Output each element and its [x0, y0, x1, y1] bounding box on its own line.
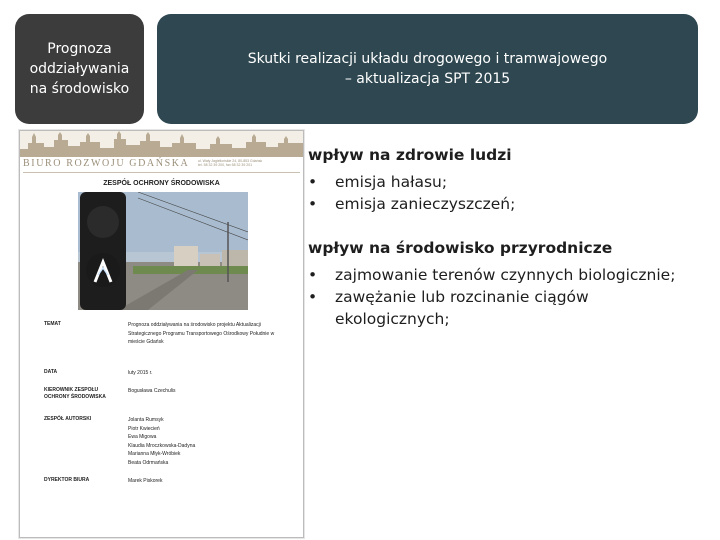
field-value: luty 2015 r. [128, 370, 153, 376]
field-value: Bogusława Czechulis [128, 388, 176, 394]
bullet-icon: • [308, 266, 318, 284]
brand-name: BIURO ROZWOJU GDAŃSKA [23, 158, 190, 169]
bullet-list-environment [308, 264, 708, 330]
title-banner [157, 14, 698, 124]
field-label: KIEROWNIK ZESPOŁU OCHRONY ŚRODOWISKA [44, 387, 106, 400]
field-label: DYREKTOR BIURA [44, 477, 90, 483]
bullet-icon: • [308, 173, 318, 191]
team-title: ZESPÓŁ OCHRONY ŚRODOWISKA [103, 180, 220, 187]
field-label: ZESPÓŁ AUTORSKI [44, 416, 92, 422]
section-tile [15, 14, 144, 124]
section-heading-environment: wpływ na środowisko przyrodnicze [308, 239, 613, 257]
title-line-1: Skutki realizacji układu drogowego i tramwajowego [247, 51, 608, 67]
field-value: Jolanta Rumsyk Piotr Kwiecień Ewa Migowa Klaudia Mroczkowska-Dadyna Marianna Młyk-Wróbiek Beata Odrmańska [128, 417, 196, 466]
list-item [308, 264, 708, 286]
list-item-text: zajmowanie terenów czynnych biologicznie; [335, 266, 676, 284]
document-thumbnail [19, 130, 304, 538]
field-label: DATA [44, 369, 58, 375]
brand-contact: ul. Wały Jagiellońskie 24, 80-853 Gdańsk tel. 58 32 39 200, fax 58 32 39 201 [198, 159, 263, 167]
section-tile-label: Prognoza oddziaływania na środowisko [29, 41, 130, 97]
cover-photo [78, 192, 248, 310]
list-item-text: emisja hałasu; [335, 173, 448, 191]
list-item [308, 171, 708, 193]
list-item [308, 193, 708, 215]
divider [23, 172, 300, 173]
list-item-text: zawężanie lub rozcinanie ciągów ekologicznych; [335, 288, 589, 328]
field-value: Prognoza oddziaływania na środowisko projektu Aktualizacji Strategicznego Programu Transportowego Ośrodkowy Południe w mieście Gdańsk [128, 322, 275, 345]
list-item-text: emisja zanieczyszczeń; [335, 195, 516, 213]
skyline-illustration [20, 131, 303, 157]
field-label: TEMAT [44, 321, 61, 327]
bullet-icon: • [308, 195, 318, 213]
bullet-icon: • [308, 288, 318, 306]
title-line-2: – aktualizacja SPT 2015 [344, 71, 511, 87]
field-value: Marek Piskorek [128, 478, 163, 484]
bullet-list-health [308, 171, 708, 215]
section-heading-health: wpływ na zdrowie ludzi [308, 146, 512, 164]
list-item [308, 286, 665, 330]
